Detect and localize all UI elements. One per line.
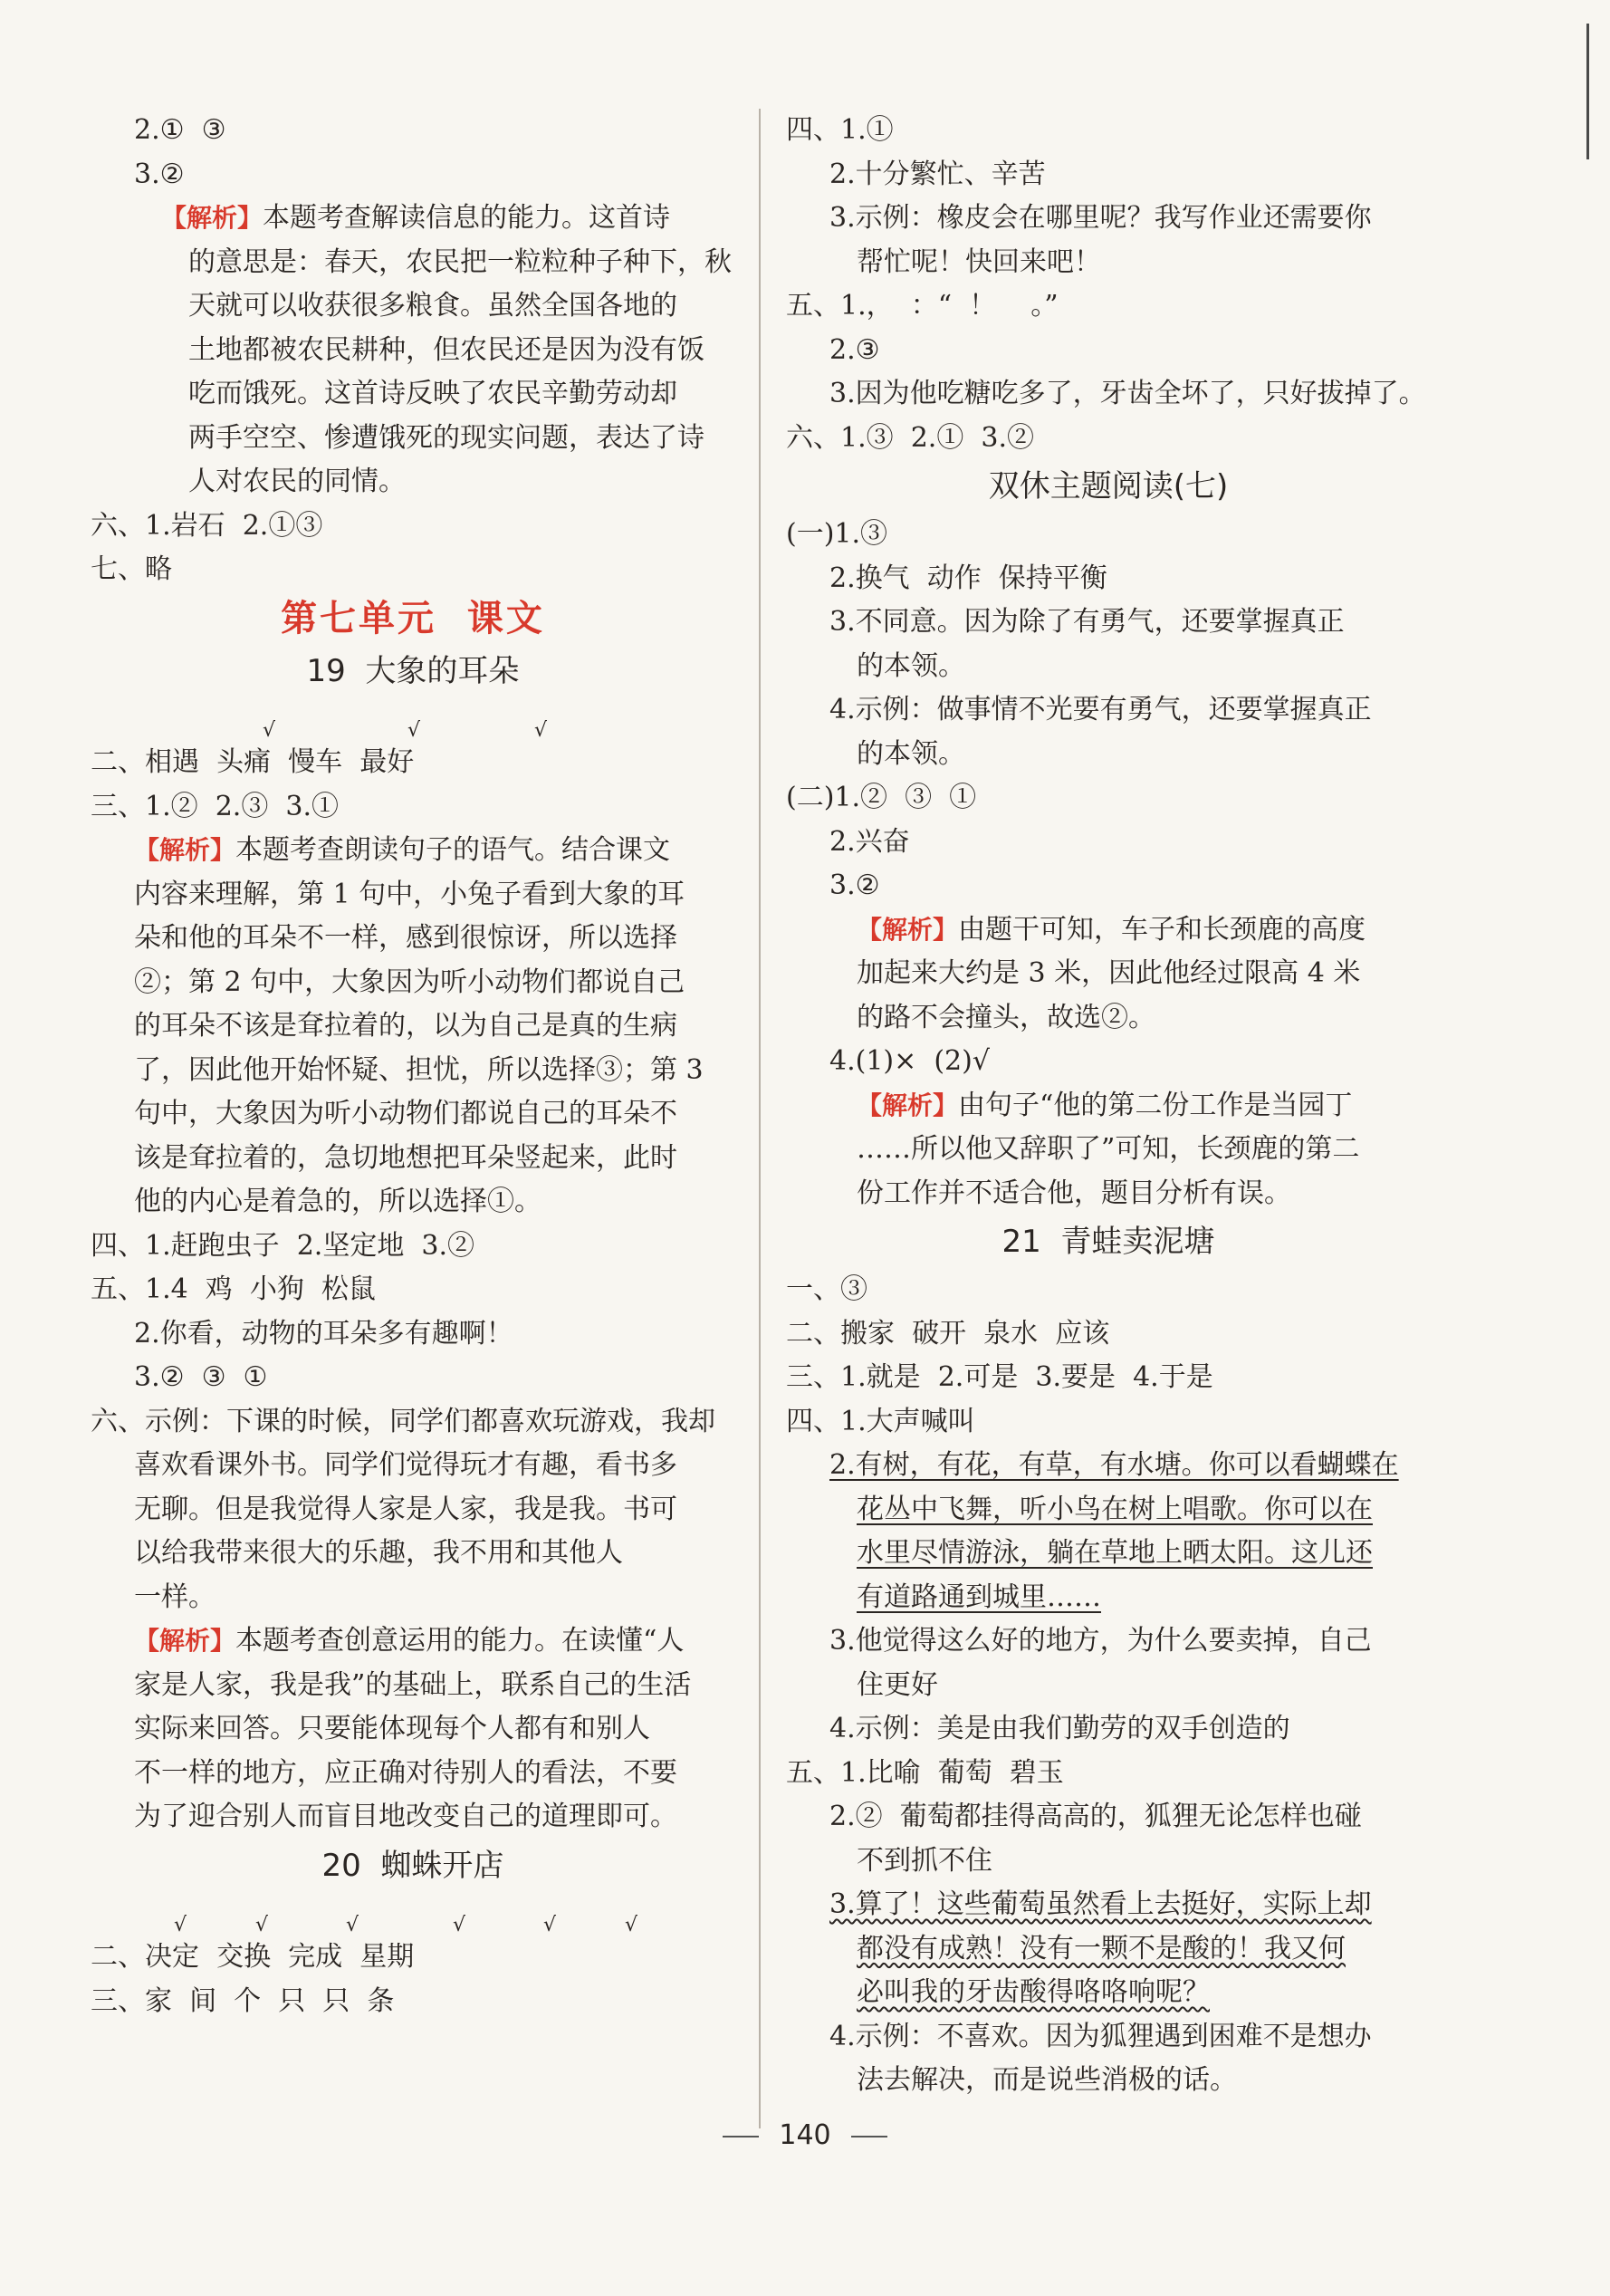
right-column — [786, 109, 1431, 2103]
analysis-tag: 【解析】 — [857, 1090, 959, 1120]
analysis-line: 吃而饿死。这首诗反映了农民辛勤劳动却 — [188, 378, 677, 409]
analysis-text: 本题考查朗读句子的语气。结合课文 — [235, 834, 671, 866]
check-mark: √ — [534, 718, 548, 741]
analysis-tag: 【解析】 — [857, 914, 959, 945]
answer-line: 法去解决，而是说些消极的话。 — [857, 2064, 1237, 2096]
analysis-text: 本题考查解读信息的能力。这首诗 — [263, 202, 671, 234]
analysis-line: 加起来大约是 3 米，因此他经过限高 4 米 — [857, 957, 1361, 989]
answer-line: 四、1.大声喊叫 — [786, 1405, 975, 1437]
check-mark: √ — [174, 1913, 187, 1936]
analysis-line: ……所以他又辞职了”可知，长颈鹿的第二 — [857, 1133, 1360, 1165]
underlined-answer: 花丛中飞舞，听小鸟在树上唱歌。你可以在 — [857, 1493, 1373, 1525]
analysis-line: ②；第 2 句中，大象因为听小动物们都说自己 — [134, 965, 685, 998]
page-footer — [0, 2119, 1610, 2151]
check-mark: √ — [453, 1913, 466, 1936]
wavy-underlined-answer: 必叫我的牙齿酸得咯咯响呢？ — [857, 1976, 1210, 2008]
underlined-answer: 水里尽情游泳，躺在草地上晒太阳。这儿还 — [857, 1537, 1373, 1569]
analysis-line: 人对农民的同情。 — [188, 466, 406, 497]
analysis-line: 该是耷拉着的，急切地想把耳朵竖起来，此时 — [134, 1141, 677, 1174]
analysis-line: 了，因此他开始怀疑、担忧，所以选择③；第 3 — [134, 1053, 704, 1086]
answer-line: 不到抓不住 — [857, 1844, 992, 1877]
check-mark: √ — [346, 1913, 359, 1936]
answer-line — [786, 1444, 1431, 1488]
answer-line: 3.不同意。因为除了有勇气，还要掌握真正 — [829, 606, 1345, 638]
answer-line: 2.② 葡萄都挂得高高的，狐狸无论怎样也碰 — [829, 1801, 1362, 1832]
analysis-line: 土地都被农民耕种，但农民还是因为没有饭 — [188, 333, 704, 366]
answer-line: 无聊。但是我觉得人家是人家，我是我。书可 — [134, 1493, 677, 1525]
analysis-tag: 【解析】 — [134, 835, 236, 865]
check-mark: √ — [263, 718, 276, 741]
analysis-line: 句中，大象因为听小动物们都说自己的耳朵不 — [134, 1098, 677, 1129]
answer-line: 2.① ③ — [134, 114, 226, 146]
analysis-line: 内容来理解，第 1 句中，小兔子看到大象的耳 — [134, 878, 685, 910]
answer-line: 七、略 — [91, 553, 172, 585]
answer-line: 帮忙呢！快回来吧！ — [857, 245, 1101, 278]
answer-line: 六、1.岩石 2.①③ — [91, 509, 323, 542]
answer-line: 二、决定 交换 完成 星期 — [91, 1941, 415, 1973]
answer-line: 六、1.③ 2.① 3.② — [786, 421, 1035, 454]
unit-title: 第七单元 课文 — [281, 596, 545, 639]
answer-line — [91, 697, 735, 742]
underlined-answer: 2.有树，有花，有草，有水塘。你可以看蝴蝶在 — [829, 1449, 1399, 1481]
answer-line: (一)1.③ — [786, 518, 888, 550]
answer-line: (二)1.② ③ ① — [786, 782, 977, 813]
answer-line: 4.(1)× (2)√ — [829, 1045, 990, 1077]
analysis-line: 份工作并不适合他，题目分析有误。 — [857, 1177, 1291, 1209]
left-column — [91, 109, 735, 2023]
answer-line: 一样。 — [134, 1580, 216, 1613]
answer-line: 3.② ③ ① — [134, 1361, 268, 1393]
answer-line — [786, 1971, 1431, 2015]
analysis-line: 为了迎合别人而盲目地改变自己的道理即可。 — [134, 1801, 677, 1832]
answer-line: 五、1.比喻 葡萄 碧玉 — [786, 1756, 1064, 1789]
answer-line: 4.示例：不喜欢。因为狐狸遇到困难不是想办 — [829, 2020, 1372, 2052]
analysis-line: 的路不会撞头，故选②。 — [857, 1001, 1155, 1033]
analysis-line: 家是人家，我是我”的基础上，联系自己的生活 — [134, 1668, 692, 1701]
reading-title: 双休主题阅读(七) — [988, 468, 1229, 504]
answer-line: 六、示例：下课的时候，同学们都喜欢玩游戏，我却 — [91, 1405, 715, 1437]
answer-line: 4.示例：美是由我们勤劳的双手创造的 — [829, 1713, 1290, 1744]
page-number: 140 — [779, 2119, 831, 2151]
page-edge-line — [1586, 24, 1589, 159]
lesson-title: 19 大象的耳朵 — [306, 652, 520, 689]
check-mark: √ — [625, 1913, 638, 1936]
pinyin-answer-line — [91, 1892, 735, 1936]
answer-line: 一、③ — [786, 1273, 867, 1305]
analysis-line — [786, 1084, 1431, 1129]
answer-line — [786, 1488, 1431, 1532]
answer-line: 喜欢看课外书。同学们觉得玩才有趣，看书多 — [134, 1449, 677, 1481]
answer-line: 三、1.② 2.③ 3.① — [91, 790, 340, 822]
analysis-tag: 【解析】 — [134, 1626, 236, 1656]
analysis-text: 由句子“他的第二份工作是当园丁 — [958, 1089, 1353, 1121]
footer-dash — [851, 2136, 887, 2137]
answer-line: 三、家 间 个 只 只 条 — [91, 1984, 395, 2017]
answer-line: 3.他觉得这么好的地方，为什么要卖掉，自己 — [829, 1625, 1372, 1657]
analysis-text: 本题考查创意运用的能力。在读懂“人 — [235, 1625, 685, 1657]
answer-line: 的本领。 — [857, 737, 965, 770]
lesson-title: 20 蜘蛛开店 — [321, 1847, 504, 1884]
analysis-line: 两手空空、惨遭饿死的现实问题，表达了诗 — [188, 421, 704, 454]
answer-line: 二、搬家 破开 泉水 应该 — [786, 1317, 1110, 1350]
check-mark: √ — [543, 1913, 557, 1936]
answer-line: 3.示例：橡皮会在哪里呢？我写作业还需要你 — [829, 202, 1372, 234]
analysis-text: 由题干可知，车子和长颈鹿的高度 — [958, 913, 1366, 946]
analysis-line — [91, 197, 735, 241]
analysis-line: 朵和他的耳朵不一样，感到很惊讶，所以选择 — [134, 922, 677, 954]
answer-line: 2.你看，动物的耳朵多有趣啊！ — [134, 1317, 513, 1350]
answer-line: 2.十分繁忙、辛苦 — [829, 158, 1046, 190]
underlined-answer: 有道路通到城里…… — [857, 1580, 1101, 1613]
answer-line: 住更好 — [857, 1668, 938, 1701]
analysis-line — [91, 829, 735, 873]
answer-line — [786, 1927, 1431, 1972]
answer-line: 2.换气 动作 保持平衡 — [829, 562, 1107, 594]
wavy-underlined-answer: 3.算了！这些葡萄虽然看上去挺好，实际上却 — [829, 1888, 1372, 1920]
analysis-tag: 【解析】 — [161, 203, 264, 233]
analysis-line: 不一样的地方，应正确对待别人的看法，不要 — [134, 1756, 677, 1789]
footer-dash — [723, 2136, 759, 2137]
answer-line: 3.② — [829, 869, 880, 901]
answer-line: 五、1.4 鸡 小狗 松鼠 — [91, 1273, 376, 1305]
answer-line: 3.因为他吃糖吃多了，牙齿全坏了，只好拔掉了。 — [829, 378, 1426, 409]
analysis-line: 天就可以收获很多粮食。虽然全国各地的 — [188, 290, 677, 322]
answer-line: 二、相遇 头痛 慢车 最好 — [91, 746, 415, 778]
answer-line: 3.② — [134, 158, 185, 190]
answer-line: 五、1.， ：“ ！ 。” — [786, 290, 1059, 322]
analysis-line: 的意思是：春天，农民把一粒粒种子种下，秋 — [188, 245, 732, 278]
answer-line: 的本领。 — [857, 649, 965, 682]
check-mark: √ — [255, 1913, 269, 1936]
analysis-line: 他的内心是着急的，所以选择①。 — [134, 1186, 541, 1217]
answer-line: 四、1.赶跑虫子 2.坚定地 3.② — [91, 1229, 475, 1262]
column-divider — [759, 109, 761, 2128]
answer-line: 三、1.就是 2.可是 3.要是 4.于是 — [786, 1361, 1213, 1393]
analysis-line — [786, 908, 1431, 953]
wavy-underlined-answer: 都没有成熟！没有一颗不是酸的！我又何 — [857, 1932, 1346, 1965]
answer-line — [786, 1883, 1431, 1927]
answer-line: 2.兴奋 — [829, 825, 910, 858]
answer-line — [786, 1532, 1431, 1576]
analysis-line: 的耳朵不该是耷拉着的，以为自己是真的生病 — [134, 1010, 677, 1042]
answer-line: 四、1.① — [786, 114, 894, 146]
answer-line: 以给我带来很大的乐趣，我不用和其他人 — [134, 1537, 623, 1569]
check-mark: √ — [407, 718, 421, 741]
lesson-title: 21 青蛙卖泥塘 — [1001, 1224, 1215, 1260]
answer-line — [786, 1576, 1431, 1620]
answer-line: 4.示例：做事情不光要有勇气，还要掌握真正 — [829, 694, 1372, 725]
analysis-line — [91, 1619, 735, 1664]
answer-line: 2.③ — [829, 333, 880, 366]
analysis-line: 实际来回答。只要能体现每个人都有和别人 — [134, 1713, 650, 1744]
